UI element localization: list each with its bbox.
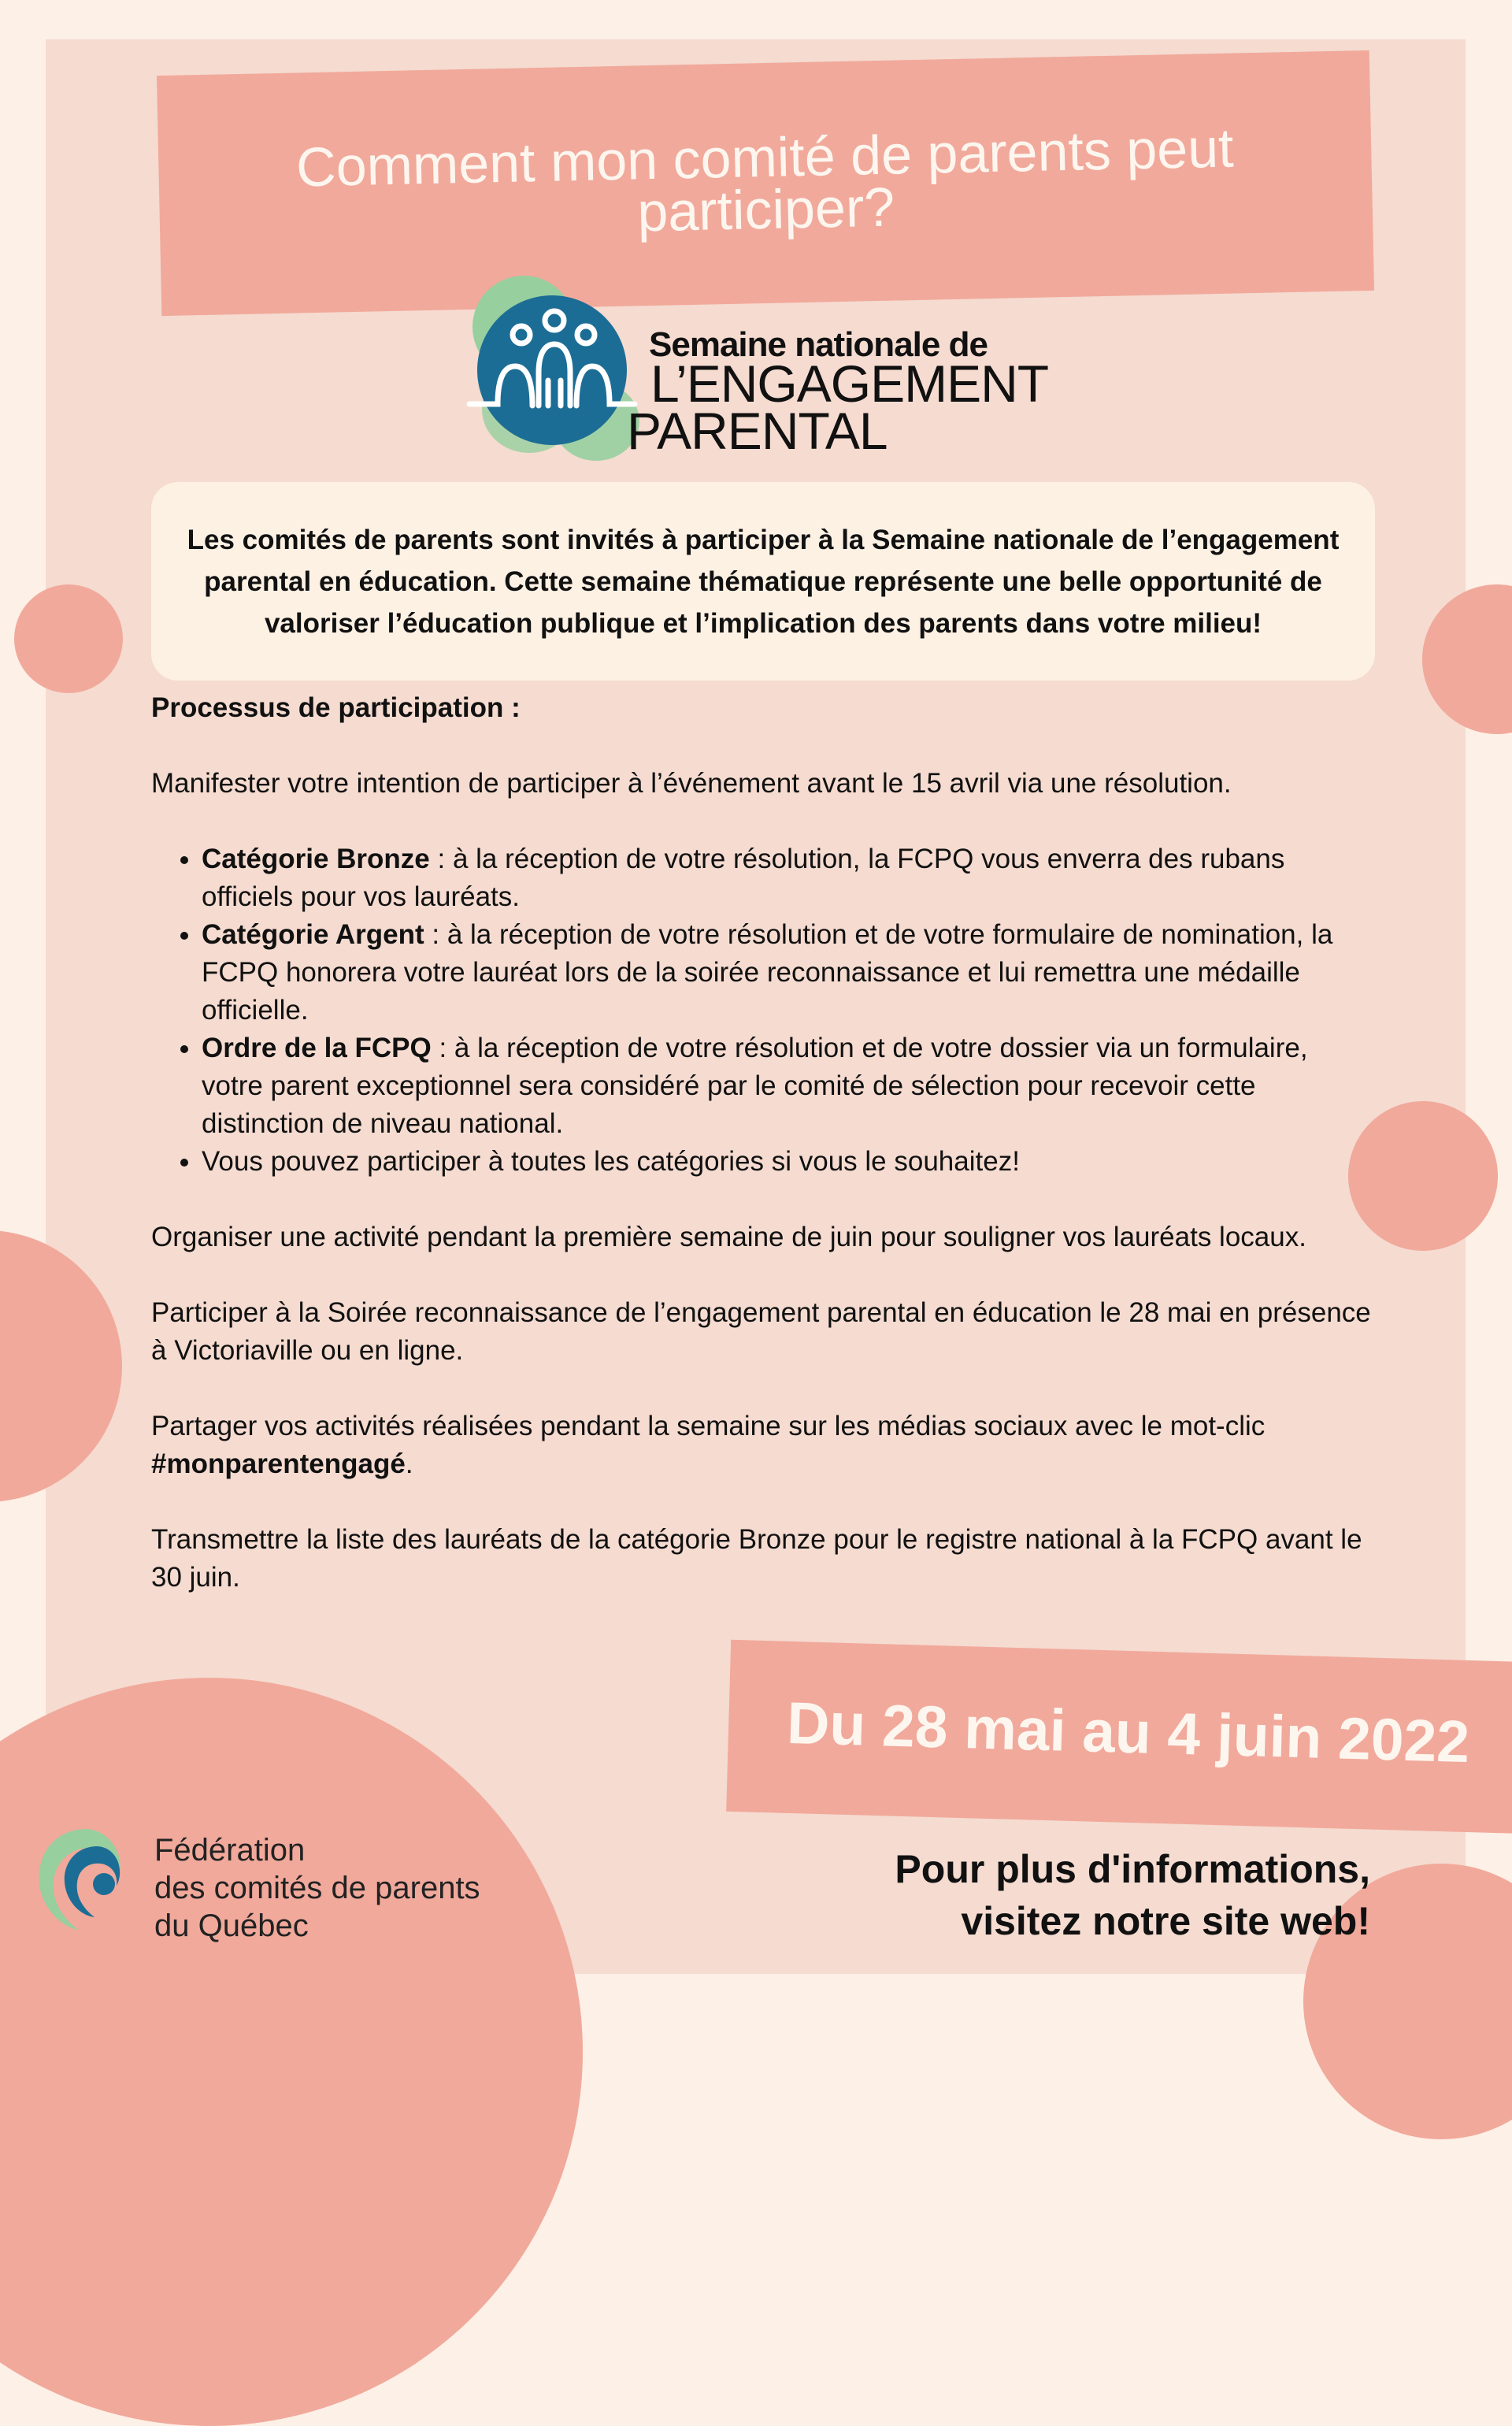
process-step-4 [151, 1408, 1376, 1483]
category-description: : à la réception de votre résolution et de votre formulaire de nomination, la FCPQ honorera votre lauréat lors de la soirée reconnaissance et lui remettra une médaille officielle. [202, 919, 1333, 1026]
process-step-4-end: . [405, 1449, 413, 1479]
category-name: Catégorie Argent [202, 919, 424, 950]
category-name: Ordre de la FCPQ [202, 1033, 432, 1063]
intro-text: Les comités de parents sont invités à participer à la Semaine nationale de l’engagement parental en éducation. Cette semaine thématique représente une belle opportunité de valoriser l’éducation publique et l’implication des parents dans votre milieu! [187, 524, 1340, 639]
process-step-5: Transmettre la liste des lauréats de la catégorie Bronze pour le registre national à la FCPQ avant le 30 juin. [151, 1524, 1362, 1593]
fcpq-name [154, 1831, 480, 1945]
process-step-3: Participer à la Soirée reconnaissance de l’engagement parental en éducation le 28 mai en présence à Victoriaville ou en ligne. [151, 1297, 1371, 1366]
category-list [151, 840, 1376, 1181]
category-description: : à la réception de votre résolution et de votre dossier via un formulaire, votre parent exceptionnel sera considéré par le comité de sélection pour recevoir cette distinction de niveau national. [202, 1033, 1308, 1139]
logo-text-line1: Semaine nationale de [649, 325, 988, 364]
fcpq-name-line2: des comités de parents [154, 1871, 480, 1905]
event-logo [466, 272, 1065, 469]
page-title: Comment mon comité de parents peut participer? [295, 117, 1235, 243]
logo-text-line3: PARENTAL [627, 402, 888, 460]
more-info-text [756, 1843, 1370, 1947]
list-item [202, 1029, 1376, 1143]
process-section [151, 689, 1376, 1597]
event-dates: Du 28 mai au 4 juin 2022 [786, 1689, 1471, 1775]
decor-circle-left-small [14, 584, 123, 693]
fcpq-name-line1: Fédération [154, 1833, 306, 1868]
list-item [202, 1143, 1376, 1181]
fcpq-name-line3: du Québec [154, 1909, 309, 1943]
process-step-4-text: Partager vos activités réalisées pendant la semaine sur les médias sociaux avec le mot-clic [151, 1411, 1266, 1441]
process-step-1: Manifester votre intention de participer à l’événement avant le 15 avril via une résolution. [151, 768, 1232, 799]
category-name: Catégorie Bronze [202, 844, 430, 874]
logo-text-line2: L’ENGAGEMENT [650, 354, 1049, 413]
fcpq-swirl-icon [32, 1820, 142, 1938]
process-step-2: Organiser une activité pendant la première semaine de juin pour souligner vos lauréats locaux. [151, 1222, 1306, 1252]
intro-box [151, 482, 1375, 681]
more-info-line2: visitez notre site web! [961, 1899, 1370, 1943]
list-item [202, 916, 1376, 1029]
family-icon [466, 287, 647, 445]
more-info-line1: Pour plus d'informations, [895, 1847, 1370, 1891]
list-item [202, 840, 1376, 916]
category-description: Vous pouvez participer à toutes les catégories si vous le souhaitez! [202, 1146, 1020, 1177]
date-banner [726, 1640, 1512, 1834]
hashtag: #monparentengagé [151, 1449, 406, 1479]
fcpq-logo [32, 1816, 520, 1942]
process-heading: Processus de participation : [151, 692, 521, 723]
category-description: : à la réception de votre résolution, la FCPQ vous enverra des rubans officiels pour vos lauréats. [202, 844, 1285, 912]
